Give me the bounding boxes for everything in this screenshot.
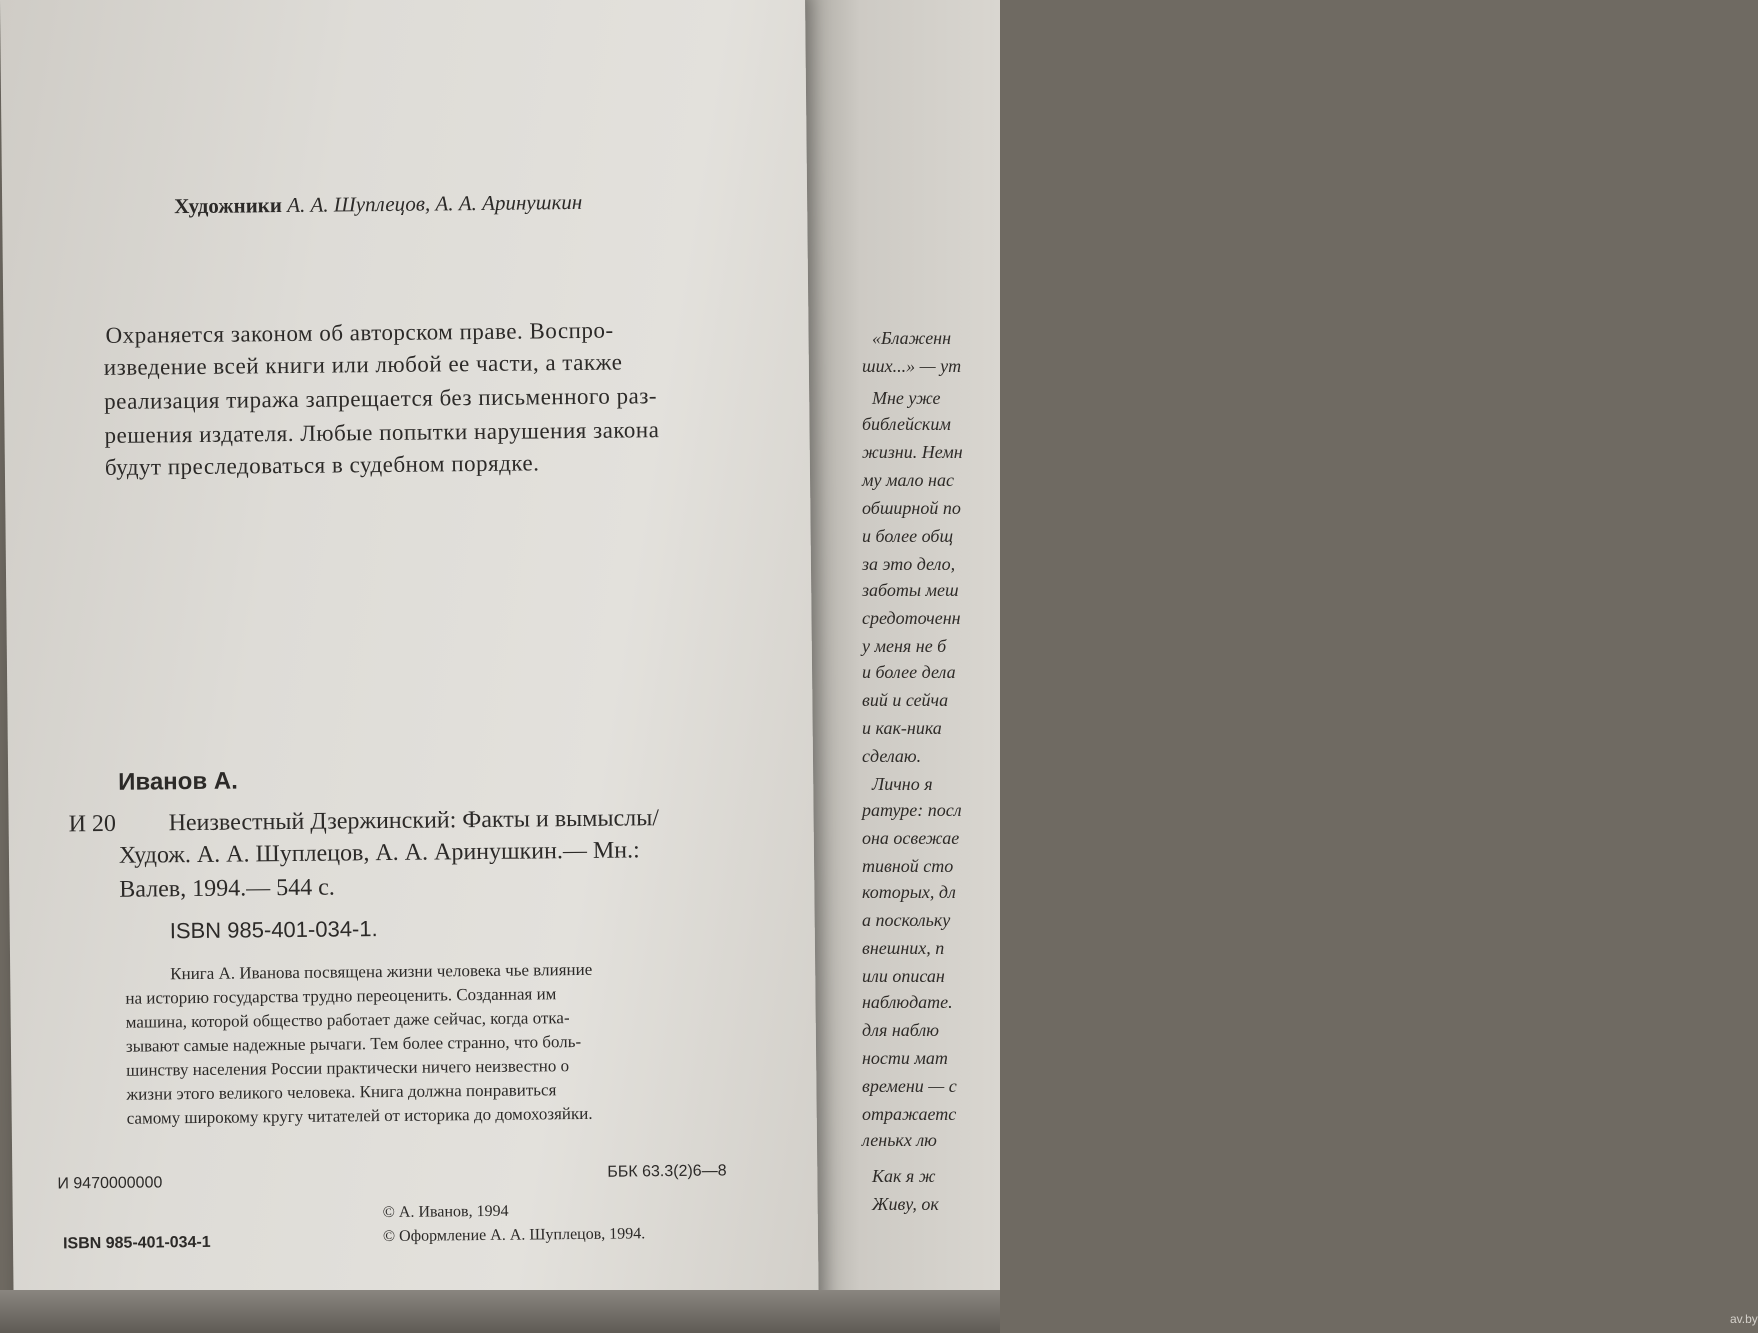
artists-names: А. А. Шуплецов, А. А. Аринушкин bbox=[287, 189, 583, 218]
artists-line bbox=[174, 190, 582, 219]
right-page-line: она освежае bbox=[862, 828, 960, 848]
right-page-line: которых, дл bbox=[862, 882, 956, 902]
artists-label: Художники bbox=[174, 193, 283, 219]
copyright-notice-line: изведение всей книги или любой ее части, а также bbox=[103, 349, 623, 380]
right-page-line: внешних, п bbox=[862, 938, 945, 958]
abstract-line: зывают самые надежные рычаги. Тем более странно, что боль- bbox=[125, 1031, 582, 1056]
bbk-code: ББК 63.3(2)6—8 bbox=[607, 1162, 727, 1181]
abstract-line: на историю государства трудно переоценить. Созданная им bbox=[125, 984, 557, 1008]
left-page bbox=[0, 0, 819, 1333]
right-page-line: ности мат bbox=[862, 1048, 948, 1068]
right-page-line: или описан bbox=[862, 966, 945, 986]
right-page bbox=[800, 0, 1758, 1333]
right-page-line: жизни. Немн bbox=[862, 442, 963, 462]
table-edge bbox=[0, 1290, 1000, 1333]
right-page-line: и более дела bbox=[862, 662, 956, 682]
copyright-design: © Оформление А. А. Шуплецов, 1994. bbox=[382, 1225, 646, 1246]
author-name: Иванов А. bbox=[118, 767, 238, 796]
bibliography-line: Валев, 1994.— 544 с. bbox=[119, 874, 335, 903]
right-page-line: отражаетс bbox=[862, 1104, 957, 1124]
right-page-line: вий и сейча bbox=[862, 690, 949, 710]
right-page-line: Лично я bbox=[872, 774, 933, 794]
right-page-line: ших...» — ут bbox=[862, 356, 962, 376]
right-page-line: ленькх лю bbox=[862, 1130, 937, 1150]
right-page-line: Как я ж bbox=[872, 1166, 936, 1186]
abstract-line: шинству населения России практически ничего неизвестно о bbox=[126, 1056, 570, 1080]
watermark: av.by bbox=[1730, 1312, 1758, 1326]
right-page-line: для наблю bbox=[862, 1020, 939, 1040]
right-page-line: наблюдате. bbox=[862, 992, 953, 1012]
isbn-main: ISBN 985-401-034-1. bbox=[169, 916, 378, 944]
right-page-line: и как-ника bbox=[862, 718, 942, 738]
right-page-line: а поскольку bbox=[862, 910, 951, 930]
right-page-line: и более общ bbox=[862, 526, 954, 546]
abstract-line: самому широкому кругу читателей от историка до домохозяйки. bbox=[126, 1103, 593, 1128]
abstract-line: жизни этого великого человека. Книга должна понравиться bbox=[126, 1080, 557, 1104]
right-page-line: ратуре: посл bbox=[862, 800, 962, 820]
copyright-author: © А. Иванов, 1994 bbox=[382, 1202, 509, 1222]
right-page-line: заботы меш bbox=[862, 580, 959, 600]
right-page-line: Живу, ок bbox=[872, 1194, 939, 1214]
right-page-line: средоточенн bbox=[862, 608, 961, 628]
copyright-notice-line: решения издателя. Любые попытки нарушения закона bbox=[104, 417, 660, 448]
right-page-line: обширной по bbox=[862, 498, 961, 518]
catalog-code: И 20 bbox=[68, 810, 117, 838]
right-page-line: у меня не б bbox=[862, 636, 947, 656]
bibliography-line: Неизвестный Дзержинский: Факты и вымыслы/ bbox=[168, 805, 660, 837]
right-page-line: за это дело, bbox=[862, 554, 956, 574]
right-page-line: сделаю. bbox=[862, 746, 922, 766]
copyright-notice-line: реализация тиража запрещается без письменного раз- bbox=[104, 383, 658, 414]
right-page-line: му мало нас bbox=[862, 470, 954, 490]
isbn-bottom: ISBN 985-401-034-1 bbox=[62, 1233, 211, 1253]
right-page-line: времени — с bbox=[862, 1076, 957, 1096]
right-page-line: библейским bbox=[862, 414, 951, 434]
copyright-notice-line: будут преследоваться в судебном порядке. bbox=[104, 450, 540, 480]
copyright-notice-line: Охраняется законом об авторском праве. Воспро- bbox=[105, 317, 614, 348]
bibliography-line: Худож. А. А. Шуплецов, А. А. Аринушкин.— Мн.: bbox=[118, 837, 640, 869]
right-page-line: Мне уже bbox=[872, 388, 941, 408]
right-page-line: тивной сто bbox=[862, 856, 954, 876]
abstract-line: машина, которой общество работает даже сейчас, когда отка- bbox=[125, 1008, 570, 1032]
index-code: И 9470000000 bbox=[57, 1174, 163, 1193]
right-page-line: «Блаженн bbox=[872, 328, 952, 348]
abstract-line: Книга А. Иванова посвящена жизни человека чье влияние bbox=[170, 959, 593, 984]
